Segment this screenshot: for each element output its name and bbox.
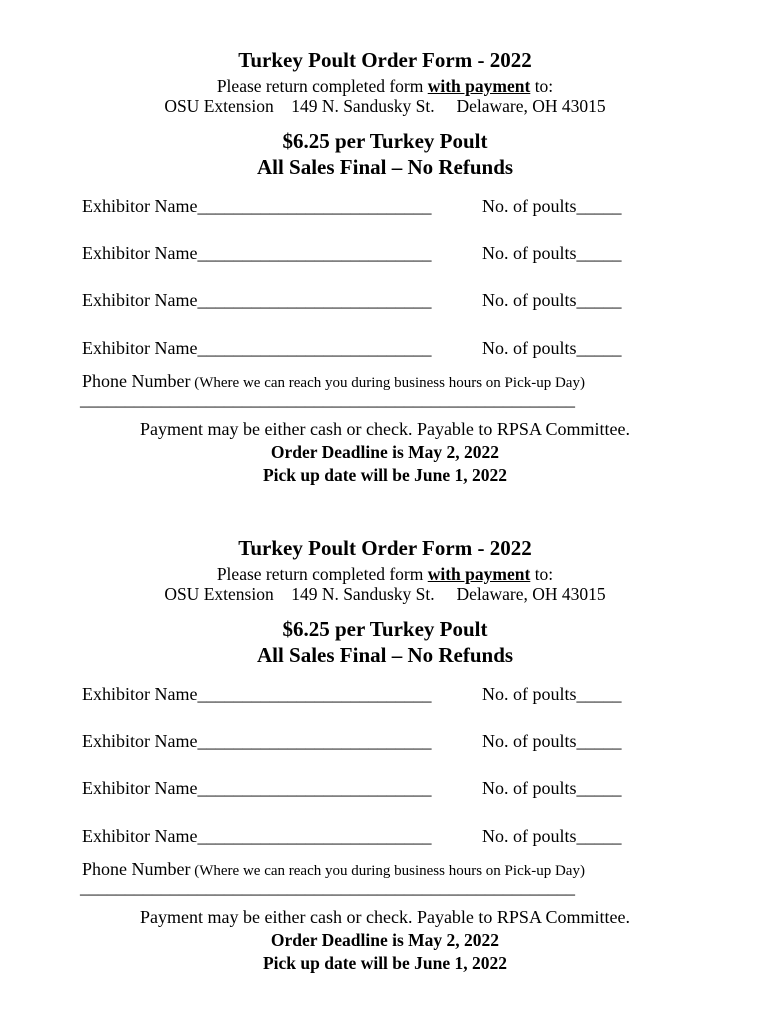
exhibitor-name-field[interactable]: Exhibitor Name__________________________ [82,243,432,263]
address-street: 149 N. Sandusky St. [291,96,435,116]
payment-note: Payment may be either cash or check. Payable to RPSA Committee. [140,907,630,927]
pickup-date: Pick up date will be June 1, 2022 [262,465,508,485]
order-deadline: Order Deadline is May 2, 2022 [270,442,500,462]
return-instructions [0,76,770,97]
address-city: Delaware, OH 43015 [456,96,606,116]
exhibitor-name-field[interactable]: Exhibitor Name__________________________ [82,778,432,798]
form-title: Turkey Poult Order Form - 2022 [238,536,532,560]
exhibitor-row [82,684,702,705]
poult-count-field[interactable]: No. of poults_____ [482,243,622,263]
exhibitor-row [82,196,702,217]
poult-count-field[interactable]: No. of poults_____ [482,778,622,798]
exhibitor-name-field[interactable]: Exhibitor Name__________________________ [82,290,432,310]
exhibitor-row [82,826,702,847]
exhibitor-row [82,290,702,311]
exhibitor-name-field[interactable]: Exhibitor Name__________________________ [82,684,432,704]
poult-count-field[interactable]: No. of poults_____ [482,290,622,310]
poult-count-field[interactable]: No. of poults_____ [482,826,622,846]
exhibitor-row [82,778,702,799]
phone-note: (Where we can reach you during business hours on Pick-up Day) [190,375,585,391]
phone-label: Phone Number [82,371,191,391]
return-suffix: to: [530,76,554,96]
address-street: 149 N. Sandusky St. [291,584,435,604]
pickup-date: Pick up date will be June 1, 2022 [262,953,508,973]
order-deadline: Order Deadline is May 2, 2022 [270,930,500,950]
poult-count-field[interactable]: No. of poults_____ [482,196,622,216]
return-emphasis: with payment [427,76,531,96]
sales-final-heading: All Sales Final – No Refunds [256,643,514,667]
price-heading: $6.25 per Turkey Poult [282,617,488,641]
address-city: Delaware, OH 43015 [456,584,606,604]
poult-count-field[interactable]: No. of poults_____ [482,338,622,358]
exhibitor-name-field[interactable]: Exhibitor Name__________________________ [82,731,432,751]
form-title: Turkey Poult Order Form - 2022 [238,48,532,72]
address-org: OSU Extension [164,96,274,116]
exhibitor-row [82,731,702,752]
exhibitor-row [82,338,702,359]
price-heading: $6.25 per Turkey Poult [282,129,488,153]
exhibitor-name-field[interactable]: Exhibitor Name__________________________ [82,196,432,216]
mailing-address [0,96,770,117]
return-emphasis: with payment [427,564,531,584]
phone-number-field[interactable]: _______________________________________________________ [80,389,575,409]
exhibitor-name-field[interactable]: Exhibitor Name__________________________ [82,826,432,846]
exhibitor-name-field[interactable]: Exhibitor Name__________________________ [82,338,432,358]
return-suffix: to: [530,564,554,584]
order-form-bottom [0,532,770,1012]
payment-note: Payment may be either cash or check. Payable to RPSA Committee. [140,419,630,439]
exhibitor-row [82,243,702,264]
phone-note: (Where we can reach you during business hours on Pick-up Day) [190,863,585,879]
phone-number-field[interactable]: _______________________________________________________ [80,877,575,897]
address-org: OSU Extension [164,584,274,604]
mailing-address [0,584,770,605]
poult-count-field[interactable]: No. of poults_____ [482,684,622,704]
poult-count-field[interactable]: No. of poults_____ [482,731,622,751]
return-instructions [0,564,770,585]
return-prefix: Please return completed form [216,564,428,584]
phone-label: Phone Number [82,859,191,879]
order-form-top [0,44,770,524]
sales-final-heading: All Sales Final – No Refunds [256,155,514,179]
return-prefix: Please return completed form [216,76,428,96]
